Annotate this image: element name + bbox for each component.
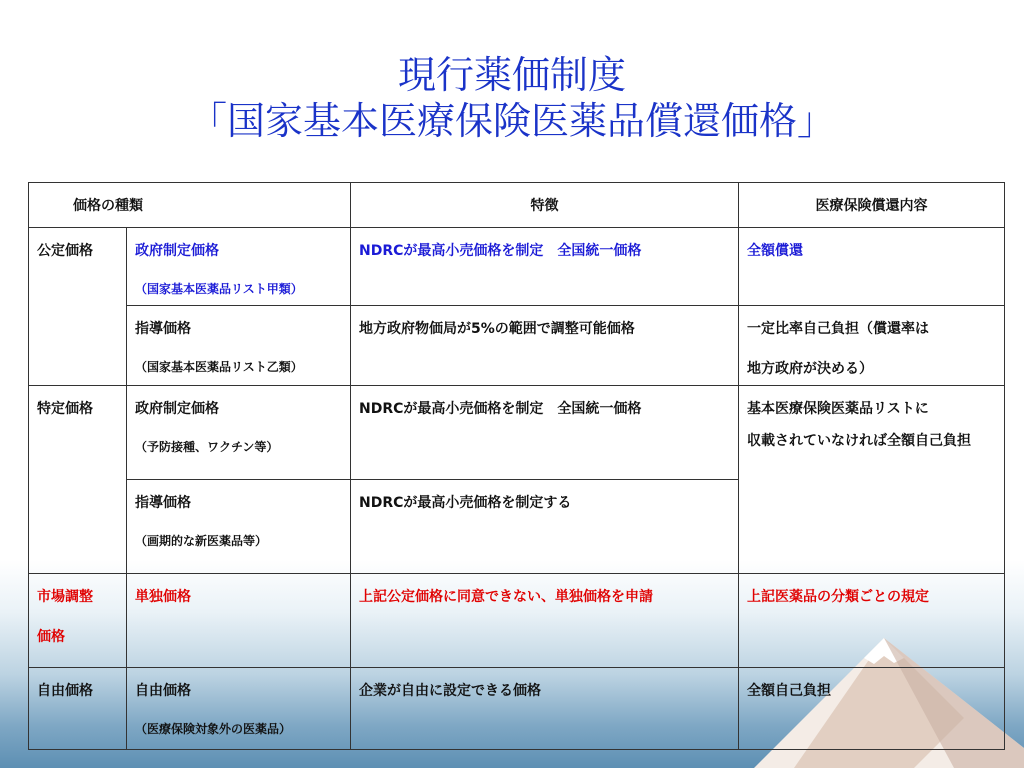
price-system-table xyxy=(28,182,1005,750)
table-row xyxy=(29,668,1005,750)
reimbursement-line: 一定比率自己負担（償還率は xyxy=(747,321,929,337)
feature-cell: 上記公定価格に同意できない、単独価格を申請 xyxy=(351,574,739,668)
feature-cell: NDRCが最高小売価格を制定 全国統一価格 xyxy=(351,228,739,306)
category-special: 特定価格 xyxy=(29,386,127,574)
reimbursement-cell: 上記医薬品の分類ごとの規定 xyxy=(739,574,1005,668)
price-name: 自由価格 xyxy=(135,683,191,699)
price-note: （医療保険対象外の医薬品） xyxy=(135,722,292,736)
price-name: 指導価格 xyxy=(135,495,191,511)
category-market xyxy=(29,574,127,668)
category-free: 自由価格 xyxy=(29,668,127,750)
page-title xyxy=(0,52,1024,144)
price-name: 単独価格 xyxy=(127,574,351,668)
reimbursement-cell: 全額自己負担 xyxy=(739,668,1005,750)
reimbursement-line: 地方政府が決める） xyxy=(747,361,873,377)
price-name-cell xyxy=(127,480,351,574)
category-line: 価格 xyxy=(37,629,65,645)
price-note: （国家基本医薬品リスト甲類） xyxy=(135,282,303,296)
price-name-cell xyxy=(127,228,351,306)
reimbursement-line: 収載されていなければ全額自己負担 xyxy=(747,433,971,449)
reimbursement-cell: 全額償還 xyxy=(739,228,1005,306)
price-name-cell xyxy=(127,386,351,480)
reimbursement-cell xyxy=(739,386,1005,574)
reimbursement-cell xyxy=(739,306,1005,386)
header-feature: 特徴 xyxy=(351,183,739,228)
title-line-1: 現行薬価制度 xyxy=(397,53,626,97)
feature-cell: 企業が自由に設定できる価格 xyxy=(351,668,739,750)
category-line: 市場調整 xyxy=(37,589,93,605)
feature-cell: NDRCが最高小売価格を制定 全国統一価格 xyxy=(351,386,739,480)
category-official: 公定価格 xyxy=(29,228,127,386)
header-reimbursement: 医療保険償還内容 xyxy=(739,183,1005,228)
feature-cell: NDRCが最高小売価格を制定する xyxy=(351,480,739,574)
price-note: （画期的な新医薬品等） xyxy=(135,534,268,548)
price-note: （予防接種、ワクチン等） xyxy=(135,440,279,454)
table-row xyxy=(29,574,1005,668)
price-note: （国家基本医薬品リスト乙類） xyxy=(135,360,303,374)
price-name: 政府制定価格 xyxy=(135,401,219,417)
table-row xyxy=(29,228,1005,306)
table-header-row xyxy=(29,183,1005,228)
price-name: 政府制定価格 xyxy=(135,243,219,259)
feature-cell: 地方政府物価局が5%の範囲で調整可能価格 xyxy=(351,306,739,386)
table-row xyxy=(29,306,1005,386)
reimbursement-line: 基本医療保険医薬品リストに xyxy=(747,401,929,417)
table-row xyxy=(29,386,1005,480)
header-price-type: 価格の種類 xyxy=(29,183,351,228)
title-line-2: 「国家基本医療保険医薬品償還価格」 xyxy=(188,99,835,143)
price-name: 指導価格 xyxy=(135,321,191,337)
price-name-cell xyxy=(127,306,351,386)
price-name-cell xyxy=(127,668,351,750)
